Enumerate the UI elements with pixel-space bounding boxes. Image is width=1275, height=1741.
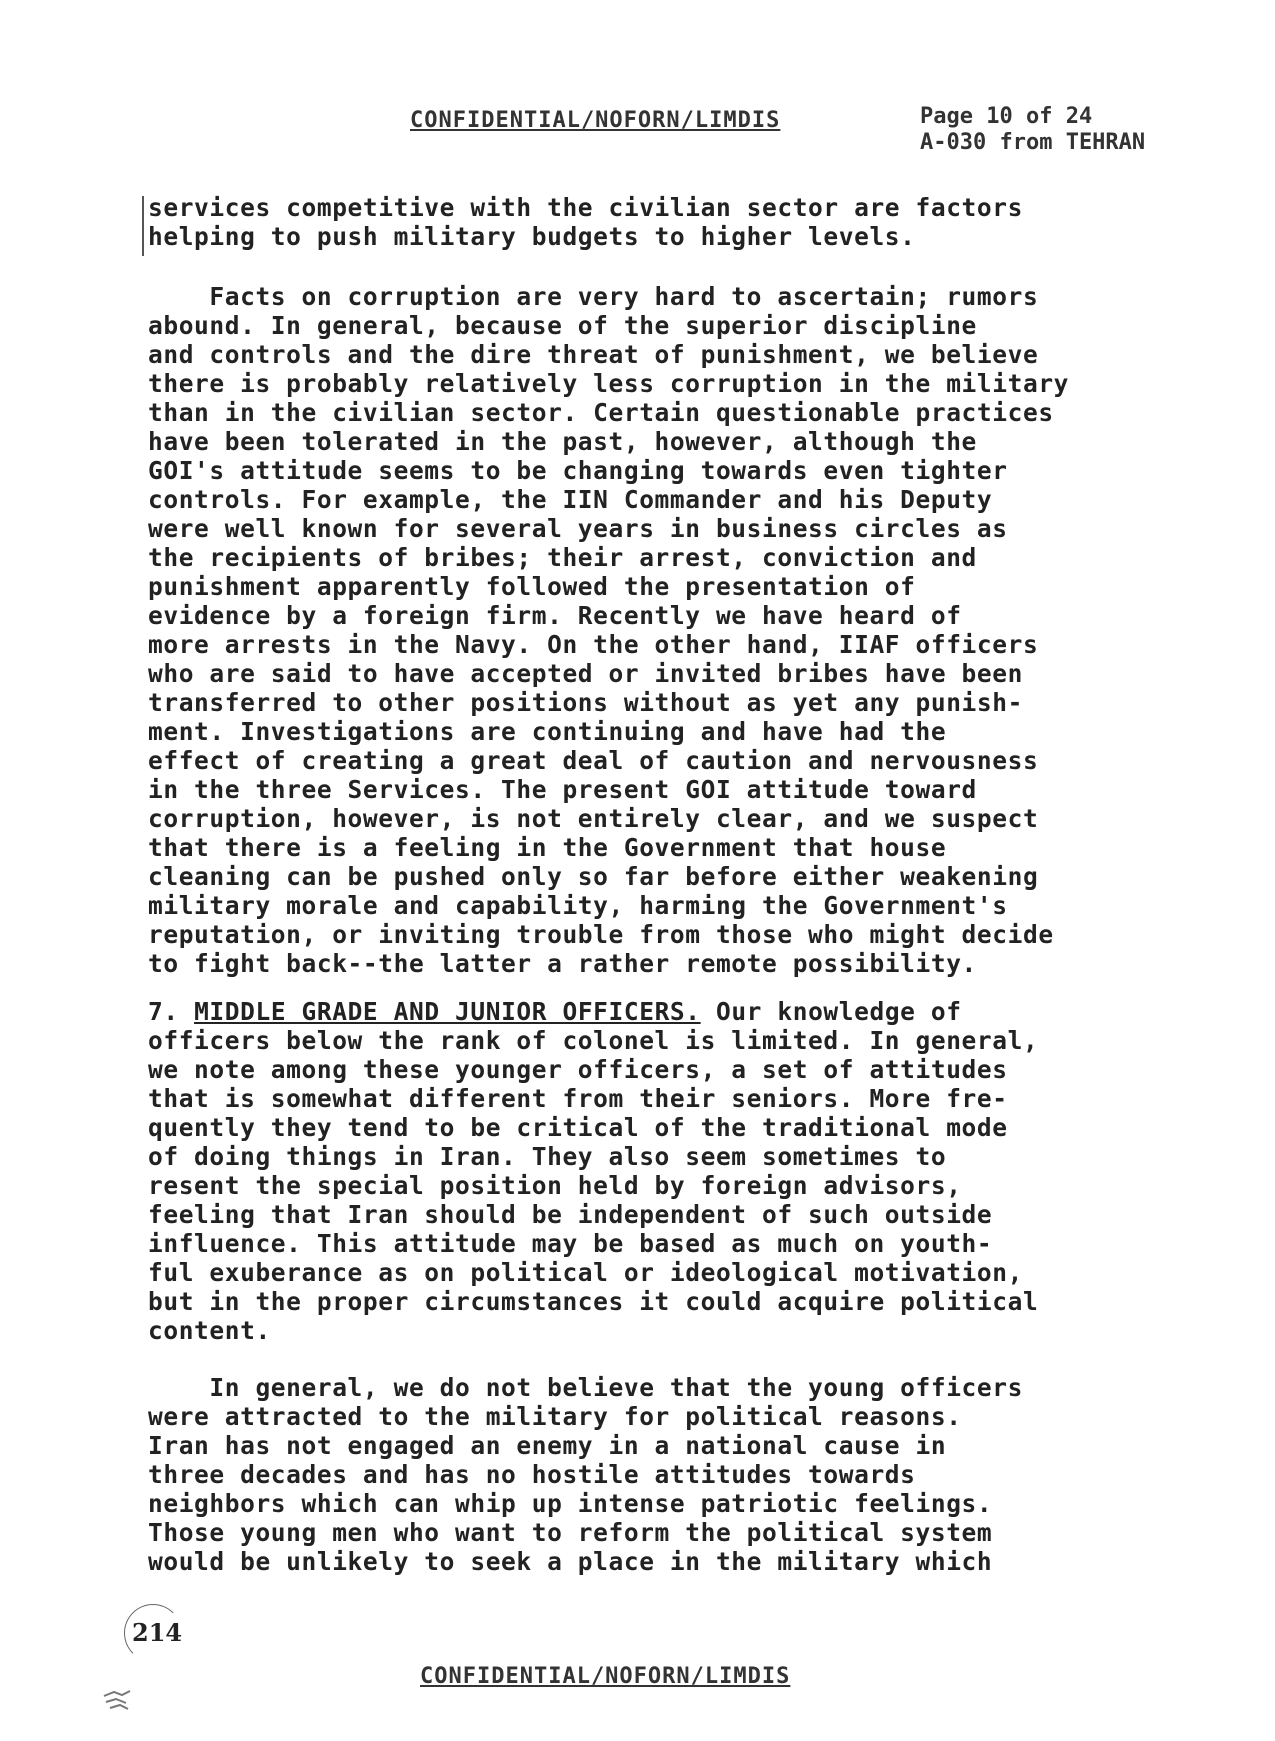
section-7-body: Our knowledge of officers below the rank of colonel is limited. In general, we note among these younger officers, a set of attitudes that is somewhat different from their seniors. More fre- quently they tend to be critical of the traditional mode of doing things in Iran. They also seem sometimes to resent the special position held by foreign advisors, feeling that Iran should be independent of such outside influence. This attitude may be based as much on youth- ful exuberance as on political or ideological motivation, but in the proper circumstances it could acquire political content. — [148, 997, 1039, 1345]
margin-bracket-mark — [142, 196, 147, 256]
header-classification: CONFIDENTIAL/NOFORN/LIMDIS — [410, 108, 781, 133]
paragraph-continuation: services competitive with the civilian sector are factors helping to push military budgets to higher levels. — [148, 193, 1023, 251]
section-7-number: 7. — [148, 997, 195, 1026]
paragraph-corruption: Facts on corruption are very hard to ascertain; rumors abound. In general, because of the superior discipline and controls and the dire threat of punishment, we believe there is probably relatively less corruption in the military than in the civilian sector. Certain questionable practices have been tolerated in the past, however, although the GOI's attitude seems to be changing towards even tighter controls. For example, the IIN Commander and his Deputy were well known for several years in business circles as the recipients of bribes; their arrest, conviction and punishment apparently followed the presentation of evidence by a foreign firm. Recently we have heard of more arrests in the Navy. On the other hand, IIAF officers who are said to have accepted or invited bribes have been transferred to other positions without as yet any punish- ment. Investigations are continuing and have had the effect of creating a great deal of caution and nervousness in the three Services. The present GOI attitude toward corruption, however, is not entirely clear, and we suspect that there is a feeling in the Government that house cleaning can be pushed only so far before either weakening military morale and capability, harming the Government's reputation, or inviting trouble from those who might decide to fight back--the latter a rather remote possibility. — [148, 282, 1070, 978]
header-airgram-reference: A-030 from TEHRAN — [920, 130, 1146, 155]
header-page-number: Page 10 of 24 — [920, 104, 1093, 129]
paragraph-young-officers: In general, we do not believe that the young officers were attracted to the military for political reasons. Iran has not engaged an enemy in a national cause in three decades and has no hostile attitudes towards neighbors which can whip up intense patriotic feelings. Those young men who want to reform the political system would be unlikely to seek a place in the military which — [148, 1373, 1023, 1576]
section-7-paragraph — [148, 997, 1148, 1345]
section-7-heading: MIDDLE GRADE AND JUNIOR OFFICERS. — [194, 997, 701, 1026]
stamp-smudge-icon — [100, 1686, 136, 1712]
footer-page-number: 214 — [132, 1618, 183, 1647]
footer-classification: CONFIDENTIAL/NOFORN/LIMDIS — [420, 1664, 791, 1689]
